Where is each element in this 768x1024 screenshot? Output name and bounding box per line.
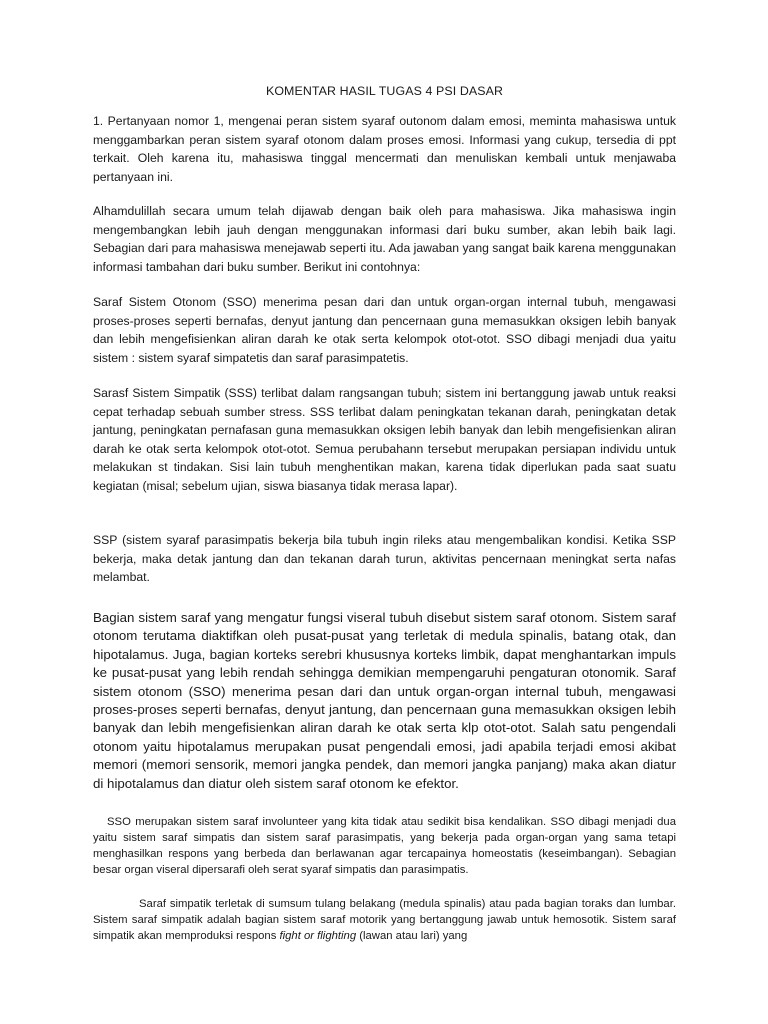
document-title: KOMENTAR HASIL TUGAS 4 PSI DASAR bbox=[265, 84, 504, 98]
paragraph-autonomic-nervous-system: Bagian sistem saraf yang mengatur fungsi viseral tubuh disebut sistem saraf otonom. Sistem saraf otonom terutama diaktifkan oleh pusat-pusat yang terletak di medula spinalis, batang otak, dan hipotalamus. Juga, bagian korteks serebri khususnya korteks limbik, dapat menghantarkan impuls ke pusat-pusat yang lebih rendah sehingga demikian mempengaruhi pengaturan otonomik. Saraf sistem otonom (SSO) menerima pesan dari dan untuk organ-organ internal tubuh, mengawasi proses-proses seperti bernafas, denyut jantung, dan pencernaan guna memasukkan oksigen lebih banyak dan lebih mengefisienkan aliran darah ke otak serta klp otot-otot. Salah satu pengendali otonom yaitu hipotalamus merupakan pusat pengendali emosi, jadi apabila terjadi emosi akibat memori (memori sensorik, memori jangka pendek, dan memori jangka panjang) maka akan diatur di hipotalamus dan diatur oleh sistem saraf otonom ke efektor. bbox=[93, 610, 676, 791]
paragraph-general-comment: Alhamdulillah secara umum telah dijawab dengan baik oleh para mahasiswa. Jika mahasiswa ingin mengembangkan lebih jauh dengan menggunakan informasi dari buku sumber, akan lebih baik lagi. Sebagian dari para mahasiswa menejawab seperti itu. Ada jawaban yang sangat baik karena menggunakan informasi tambahan dari buku sumber. Berikut ini contohnya: bbox=[93, 204, 676, 274]
paragraph-sympathetic-system: Sarasf Sistem Simpatik (SSS) terlibat dalam rangsangan tubuh; sistem ini bertanggung jawab untuk reaksi cepat terhadap sebuah sumber stress. SSS terlibat dalam peningkatan tekanan darah, peningkatan detak jantung, peningkatan pernafasan guna memasukkan oksigen lebih banyak dan lebih mengefisienkan aliran darah ke otak serta kelompok otot-otot. Semua perubahann tersebut merupakan persiapan individu untuk melakukan st tindakan. Sisi lain tubuh menghentikan makan, karena tidak diperlukan pada saat suatu kegiatan (misal; sebelum ujian, siswa biasanya tidak merasa lapar). bbox=[93, 386, 676, 493]
paragraph-sso-definition: Saraf Sistem Otonom (SSO) menerima pesan dari dan untuk organ-organ internal tubuh, mengawasi proses-proses seperti bernafas, denyut jantung dan pencernaan guna memasukkan oksigen lebih banyak dan lebih mengefisienkan aliran darah ke otak serta kelompok otot-otot. SSO dibagi menjadi dua yaitu sistem : sistem syaraf simpatetis dan saraf parasimpatetis. bbox=[93, 295, 676, 365]
paragraph-sso-involuntary: SSO merupakan sistem saraf involunteer yang kita tidak atau sedikit bisa kendalikan. SSO dibagi menjadi dua yaitu sistem saraf simpatis dan sistem saraf parasimpatis, yang bekerja pada organ-organ yang sama tetapi menghasilkan respons yang berbeda dan berlawanan agar tercapainya homeostatis (keseimbangan). Sebagian besar organ viseral dipersarafi oleh serat syaraf simpatis dan parasimpatis. bbox=[93, 816, 676, 876]
document-page bbox=[93, 84, 676, 945]
italic-term: fight or flighting bbox=[279, 929, 357, 942]
paragraph-parasympathetic-system: SSP (sistem syaraf parasimpatis bekerja bila tubuh ingin rileks atau mengembalikan kondisi. Ketika SSP bekerja, maka detak jantung dan dan tekanan darah turun, aktivitas pencernaan meningkat serta nafas melambat. bbox=[93, 533, 676, 584]
paragraph-sympathetic-location bbox=[93, 897, 676, 945]
paragraph-question-1: 1. Pertanyaan nomor 1, mengenai peran sistem syaraf outonom dalam emosi, meminta mahasiswa untuk menggambarkan peran sistem syaraf otonom dalam proses emosi. Informasi yang cukup, tersedia di ppt terkait. Oleh karena itu, mahasiswa tinggal mencermati dan menuliskan kembali untuk menjawaba pertanyaan ini. bbox=[93, 114, 676, 184]
paragraph-text: Saraf simpatik terletak di sumsum tulang belakang (medula spinalis) atau pada bagian toraks dan lumbar. Sistem saraf simpatik adalah bagian sistem saraf motorik yang bertanggung jawab untuk hemosotik. Sistem saraf simpatik akan memproduksi respons bbox=[93, 898, 676, 942]
paragraph-text: (lawan atau lari) yang bbox=[356, 929, 468, 942]
